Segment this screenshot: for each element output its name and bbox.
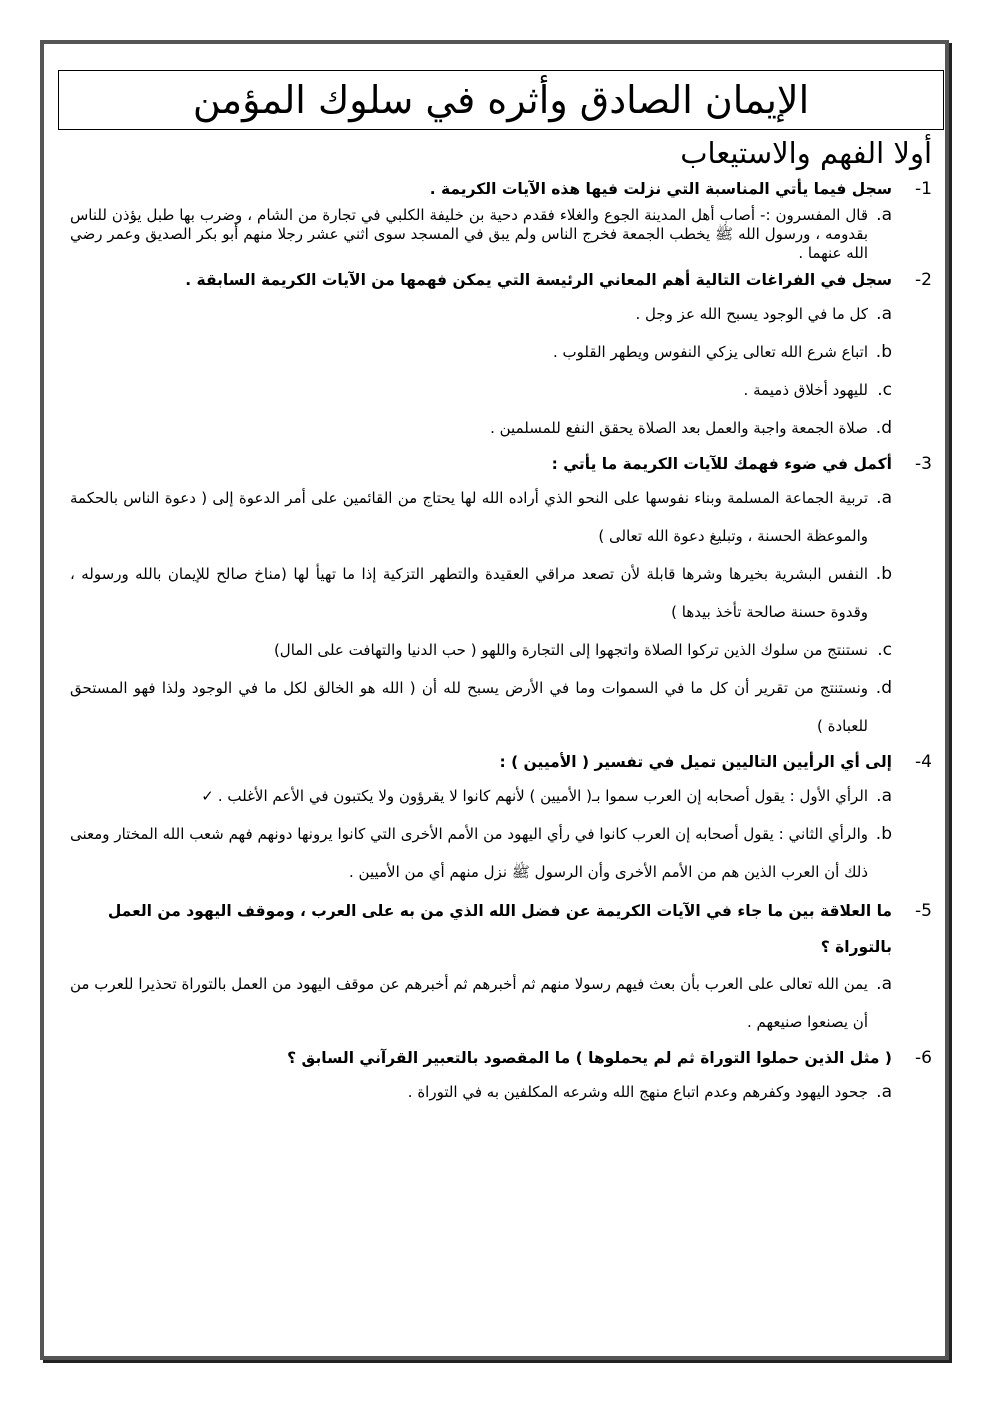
question-text: ما العلاقة بين ما جاء في الآيات الكريمة عن فضل الله الذي من به على العرب ، وموقف اليهود من العمل بالتوراة ؟: [107, 902, 892, 956]
answer-text-content: الرأي الأول : يقول أصحابه إن العرب سموا بـ( الأميين ) لأنهم كانوا لا يقرؤون ولا يكتبون في الأعم الأغلب .: [217, 787, 868, 805]
question-text: سجل في الفراغات التالية أهم المعاني الرئيسة التي يمكن فهمها من الآيات الكريمة السابقة .: [185, 271, 892, 289]
answer-item: [70, 206, 892, 263]
question-text: سجل فيما يأتي المناسبة التي نزلت فيها هذه الآيات الكريمة .: [429, 180, 892, 198]
question-text: ( مثل الذين حملوا التوراة ثم لم يحملوها ) ما المقصود بالتعبير القرآني السابق ؟: [287, 1049, 892, 1067]
answer-item: [70, 965, 892, 1041]
question-number: 3-: [915, 454, 932, 474]
answer-letter: a.: [876, 1082, 892, 1102]
answer-letter: b.: [875, 564, 892, 584]
answer-item: [70, 815, 892, 891]
answer-text: النفس البشرية بخيرها وشرها قابلة لأن تصعد مراقي العقيدة والتطهر التزكية إذا ما تهيأ لها (مناخ صالح للإيمان بالله ورسوله ، وقدوة حسنة صالحة تأخذ بيدها ): [70, 565, 868, 621]
answer-letter: d.: [875, 678, 892, 698]
answer-text: يمن الله تعالى على العرب بأن بعث فيهم رسولا منهم ثم أخبرهم ثم أخبرهم عن موقف اليهود من العمل بالتوراة تحذيرا للعرب من أن يصنعوا صنيعهم .: [70, 975, 868, 1031]
answer-text: والرأي الثاني : يقول أصحابه إن العرب كانوا في رأي اليهود من الأمم الأخرى التي كانوا يرونها دونهم فهم شعب الله المختار ومعنى ذلك أن العرب الذين هم من الأمم الأخرى وأن الرسول ﷺ نزل منهم أي من الأميين .: [70, 825, 868, 881]
question-number: 2-: [915, 270, 932, 290]
answer-text: تربية الجماعة المسلمة وبناء نفوسها على النحو الذي أراده الله لها يحتاج من القائمين على أمر الدعوة إلى ( دعوة الناس بالحكمة والموعظة الحسنة ، وتبليغ دعوة الله تعالى ): [70, 489, 868, 545]
answers-5: [70, 965, 892, 1041]
answer-text: جحود اليهود وكفرهم وعدم اتباع منهج الله وشرعه المكلفين به في التوراة .: [407, 1083, 868, 1101]
answer-text: [70, 777, 868, 815]
answer-item: [70, 295, 892, 333]
answer-letter: a.: [876, 205, 892, 225]
answer-letter: b.: [875, 342, 892, 362]
answer-item: [70, 1073, 892, 1111]
answer-text: كل ما في الوجود يسبح الله عز وجل .: [635, 305, 868, 323]
answers-3: [70, 479, 892, 745]
answer-text: صلاة الجمعة واجبة والعمل بعد الصلاة يحقق النفع للمسلمين .: [490, 419, 868, 437]
answer-item: [70, 631, 892, 669]
answer-text: لليهود أخلاق ذميمة .: [743, 381, 868, 399]
answer-item: [70, 555, 892, 631]
answer-letter: d.: [875, 418, 892, 438]
question-2: [70, 265, 932, 295]
answers-4: [70, 777, 892, 891]
answer-text: قال المفسرون :- أصاب أهل المدينة الجوع والغلاء فقدم دحية بن خليفة الكلبي في تجارة من الشام ، وضرب بها طبل يؤذن للناس بقدومه ، ورسول الله ﷺ يخطب الجمعة فخرج الناس ولم يبق في المسجد سوى اثني عشر رجلا منهم أبو بكر الصديق وعمر رضي الله عنهما .: [70, 206, 868, 262]
answer-letter: a.: [876, 488, 892, 508]
answer-letter: a.: [876, 974, 892, 994]
question-number: 6-: [915, 1048, 932, 1068]
answer-letter: c.: [877, 380, 892, 400]
page-title: الإيمان الصادق وأثره في سلوك المؤمن: [58, 70, 944, 130]
answer-text: ونستنتج من تقرير أن كل ما في السموات وما في الأرض يسبح لله أن ( الله هو الخالق لكل ما في الوجود ولذا فهو المستحق للعبادة ): [70, 679, 868, 735]
answers-2: [70, 295, 892, 447]
answer-text: اتباع شرع الله تعالى يزكي النفوس ويطهر القلوب .: [553, 343, 868, 361]
document-body: [70, 70, 932, 1111]
question-4: [70, 747, 932, 777]
question-1: [70, 174, 932, 204]
question-number: 1-: [915, 179, 932, 199]
answer-item: [70, 669, 892, 745]
answers-6: [70, 1073, 892, 1111]
question-number: 4-: [915, 752, 932, 772]
answer-item: [70, 777, 892, 815]
question-number: 5-: [915, 901, 932, 921]
answer-item: [70, 333, 892, 371]
answers-1: [70, 206, 892, 263]
answer-item: [70, 409, 892, 447]
answer-letter: a.: [876, 304, 892, 324]
section-heading: أولا الفهم والاستيعاب: [680, 136, 932, 170]
answer-letter: c.: [877, 640, 892, 660]
answer-letter: a.: [876, 786, 892, 806]
answer-item: [70, 479, 892, 555]
question-text: إلى أي الرأيين التاليين تميل في تفسير ( الأميين ) :: [499, 753, 892, 771]
checkmark-icon: ✓: [201, 787, 214, 805]
answer-text: نستنتج من سلوك الذين تركوا الصلاة واتجهوا إلى التجارة واللهو ( حب الدنيا والتهافت على المال): [273, 641, 868, 659]
answer-letter: b.: [875, 824, 892, 844]
answer-item: [70, 371, 892, 409]
question-5: [70, 893, 932, 965]
question-text: أكمل في ضوء فهمك للآيات الكريمة ما يأتي :: [551, 455, 892, 473]
question-3: [70, 449, 932, 479]
question-6: [70, 1043, 932, 1073]
